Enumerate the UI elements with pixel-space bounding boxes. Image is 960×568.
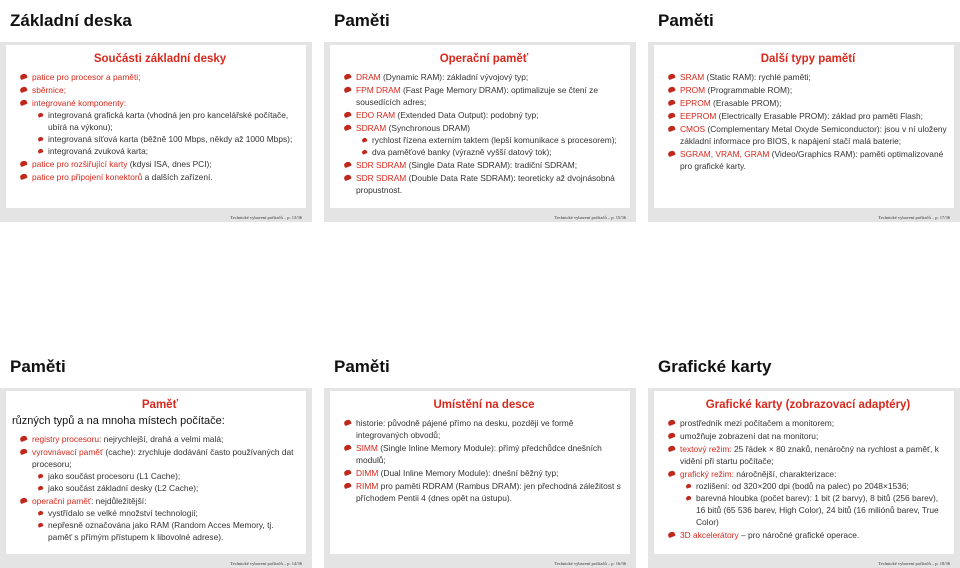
sub-list-item: dva paměťové banky (výrazně vyšší datový tok); <box>360 146 624 158</box>
slide-graficke-karty[interactable] <box>648 346 960 568</box>
list-item: SIMM (Single Inline Memory Module): přímý předchůdce dnešních modulů; <box>344 442 624 466</box>
list-item: DIMM (Dual Inline Memory Module): dnešní běžný typ; <box>344 467 624 479</box>
list-item: grafický režim: náročnější, charakterizace: rozlišení: od 320×200 dpi (bodů na palec) po 2048×1536; barevná hloubka (počet barev): 1 bit (2 barvy), 8 bitů (256 barev), 16 bitů (65 536 barev, High Color), 24 bitů (16 miliónů barev, True Color) <box>668 468 948 528</box>
list-item: operační paměť: nejdůležitější: vystřídalo se velké množství technologií; nepřesně označována jako RAM (Random Acces Memory, tj. paměť s přímým přístupem k libovolné adrese). <box>20 495 300 543</box>
slide-footer: Technické vybavení počítačů – p. 18/36 <box>878 561 950 566</box>
sub-list-item: integrovaná zvuková karta; <box>36 145 300 157</box>
slide-dalsi-typy-pameti[interactable] <box>648 0 960 222</box>
list-item: SDRAM (Synchronous DRAM) rychlost řízena externím taktem (lepší komunikace s procesorem); dva paměťové banky (výrazně vyšší datový tok); <box>344 122 624 158</box>
list-item: RIMM pro paměti RDRAM (Rambus DRAM): jen přechodná záležitost s příchodem Pentii 4 (dnes opět na ústupu). <box>344 480 624 504</box>
list-item: prostředník mezi počítačem a monitorem; <box>668 417 948 429</box>
list-item: textový režim: 25 řádek × 80 znaků, nenáročný na rychlost a paměť, k vidění při startu počítače; <box>668 443 948 467</box>
sub-list-item: vystřídalo se velké množství technologií; <box>36 507 300 519</box>
slide-heading: Grafické karty (zobrazovací adaptéry) <box>705 399 911 411</box>
sub-list-item: rychlost řízena externím taktem (lepší komunikace s procesorem); <box>360 134 624 146</box>
slide-title: Základní deska <box>0 0 312 42</box>
list-item: EPROM (Erasable PROM); <box>668 97 948 109</box>
list-item: EDO RAM (Extended Data Output): podobný typ; <box>344 109 624 121</box>
sub-list-item: jako součást procesoru (L1 Cache); <box>36 470 300 482</box>
sub-list-item: nepřesně označována jako RAM (Random Acces Memory, tj. paměť s přímým přístupem k libovolné adrese). <box>36 519 300 543</box>
slide-heading: Umístění na desce <box>433 399 535 411</box>
slide-body <box>654 45 954 208</box>
slide-body <box>6 391 306 554</box>
slide-title: Paměti <box>648 0 960 42</box>
slide-pamet[interactable] <box>0 346 312 568</box>
sub-list-item: rozlišení: od 320×200 dpi (bodů na palec) po 2048×1536; <box>684 480 948 492</box>
list-item: SDR SDRAM (Single Data Rate SDRAM): tradiční SDRAM; <box>344 159 624 171</box>
list-item: 3D akcelerátory – pro náročné grafické operace. <box>668 529 948 541</box>
slide-title: Paměti <box>324 0 636 42</box>
list-item: SRAM (Static RAM): rychlé paměti; <box>668 71 948 83</box>
slide-operacni-pamet[interactable] <box>324 0 636 222</box>
sub-list-item: integrovaná grafická karta (vhodná jen pro kancelářské počítače, ubírá na výkonu); <box>36 109 300 133</box>
slide-footer: Technické vybavení počítačů – p. 17/36 <box>878 215 950 220</box>
sub-list-item: integrovaná síťová karta (běžně 100 Mbps, někdy až 1000 Mbps); <box>36 133 300 145</box>
slide-body <box>330 391 630 554</box>
slide-footer: Technické vybavení počítačů – p. 13/36 <box>230 215 302 220</box>
list-item: vyrovnávací paměť (cache): zrychluje dodávání často používaných dat procesoru; jako součást procesoru (L1 Cache); jako součást základní desky (L2 Cache); <box>20 446 300 494</box>
slide-heading: Součásti základní desky <box>93 53 227 65</box>
slide-title: Grafické karty <box>648 346 960 388</box>
slide-heading: Další typy pamětí <box>760 53 856 65</box>
list-item: SDR SDRAM (Double Data Rate SDRAM): teoreticky až dvojnásobná propustnost. <box>344 172 624 196</box>
list-item: sběrnice; <box>20 84 300 96</box>
slide-title: Paměti <box>0 346 312 388</box>
list-item: CMOS (Complementary Metal Oxyde Semiconductor): jsou v ní uloženy základní informace pro BIOS, k napájení stačí malá baterie; <box>668 123 948 147</box>
slide-heading: Paměť <box>141 399 179 411</box>
slide-body <box>330 45 630 208</box>
list-item: patice pro připojení konektorů a dalších zařízení. <box>20 171 300 183</box>
slide-umisteni-na-desce[interactable] <box>324 346 636 568</box>
list-item: registry procesoru: nejrychlejší, drahá a velmi malá; <box>20 433 300 445</box>
list-item: umožňuje zobrazení dat na monitoru; <box>668 430 948 442</box>
slide-footer: Technické vybavení počítačů – p. 16/36 <box>554 561 626 566</box>
slide-heading: Operační paměť <box>439 53 529 65</box>
slide-body <box>654 391 954 554</box>
list-item: integrované komponenty: integrovaná grafická karta (vhodná jen pro kancelářské počítače, ubírá na výkonu); integrovaná síťová karta (běžně 100 Mbps, někdy až 1000 Mbps); integrovaná zvuková karta; <box>20 97 300 157</box>
sub-list-item: jako součást základní desky (L2 Cache); <box>36 482 300 494</box>
sub-list-item: barevná hloubka (počet barev): 1 bit (2 barvy), 8 bitů (256 barev), 16 bitů (65 536 barev, High Color), 24 bitů (16 miliónů barev, True Color) <box>684 492 948 528</box>
list-item: PROM (Programmable ROM); <box>668 84 948 96</box>
list-item: SGRAM, VRAM, GRAM (Video/Graphics RAM): paměti optimalizované pro grafické karty. <box>668 148 948 172</box>
slide-title: Paměti <box>324 346 636 388</box>
slide-footer: Technické vybavení počítačů – p. 15/36 <box>554 215 626 220</box>
list-item: historie: původně pájené přímo na desku, později ve formě integrovaných obvodů; <box>344 417 624 441</box>
slide-zakladni-deska[interactable] <box>0 0 312 222</box>
list-item: EEPROM (Electrically Erasable PROM): základ pro paměti Flash; <box>668 110 948 122</box>
slide-body <box>6 45 306 208</box>
slide-subheading: různých typů a na mnoha místech počítače: <box>12 415 225 427</box>
list-item: patice pro rozšiřující karty (kdysi ISA, dnes PCI); <box>20 158 300 170</box>
slide-footer: Technické vybavení počítačů – p. 14/36 <box>230 561 302 566</box>
list-item: FPM DRAM (Fast Page Memory DRAM): optimalizuje se čtení ze sousedících adres; <box>344 84 624 108</box>
list-item: DRAM (Dynamic RAM): základní vývojový typ; <box>344 71 624 83</box>
list-item: patice pro procesor a paměti; <box>20 71 300 83</box>
